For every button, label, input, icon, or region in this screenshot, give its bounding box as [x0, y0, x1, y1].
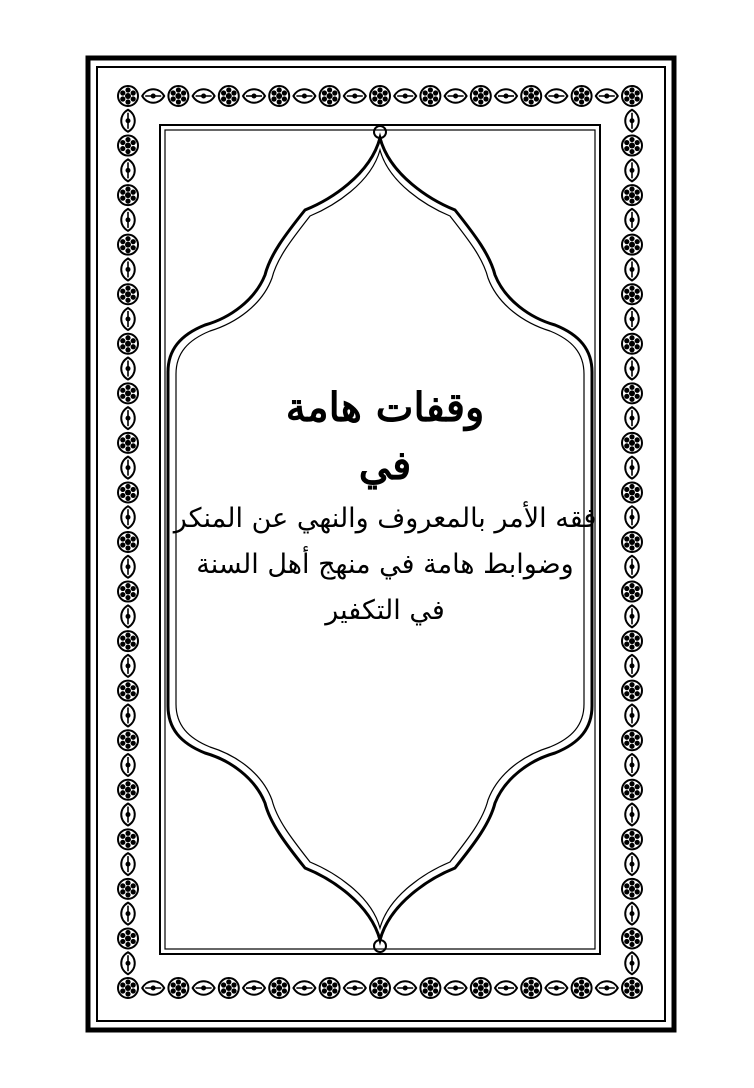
leaf-scroll-icon — [121, 605, 135, 627]
leaf-scroll-icon — [121, 358, 135, 380]
leaf-scroll-icon — [243, 981, 265, 995]
rosette-icon — [572, 86, 592, 106]
leaf-scroll-icon — [121, 159, 135, 181]
subtitle-line-2: وضوابط هامة في منهج أهل السنة — [196, 549, 574, 580]
rosette-icon — [118, 383, 138, 403]
title-connector: في — [358, 442, 412, 489]
rosette-icon — [622, 136, 642, 156]
rosette-icon — [420, 978, 440, 998]
subtitle-line-1: فقه الأمر بالمعروف والنهي عن المنكر — [173, 503, 597, 534]
rosette-icon — [269, 86, 289, 106]
leaf-scroll-icon — [625, 655, 639, 677]
rosette-icon — [118, 582, 138, 602]
leaf-scroll-icon — [121, 308, 135, 330]
leaf-scroll-icon — [625, 804, 639, 826]
leaf-scroll-icon — [121, 754, 135, 776]
rosette-icon — [118, 730, 138, 750]
leaf-scroll-icon — [445, 981, 467, 995]
rosette-icon — [622, 582, 642, 602]
rosette-icon — [118, 185, 138, 205]
rosette-icon — [622, 928, 642, 948]
leaf-scroll-icon — [121, 457, 135, 479]
leaf-scroll-icon — [625, 952, 639, 974]
leaf-scroll-icon — [596, 89, 618, 103]
leaf-scroll-icon — [445, 89, 467, 103]
cover-title-block — [170, 380, 600, 634]
rosette-icon — [168, 978, 188, 998]
leaf-scroll-icon — [625, 209, 639, 231]
rosette-icon — [622, 383, 642, 403]
rosette-icon — [622, 86, 642, 106]
leaf-scroll-icon — [625, 605, 639, 627]
leaf-scroll-icon — [142, 981, 164, 995]
leaf-scroll-icon — [545, 89, 567, 103]
leaf-scroll-icon — [625, 704, 639, 726]
rosette-icon — [622, 978, 642, 998]
subtitle-line-3: في التكفير — [325, 595, 445, 626]
leaf-scroll-icon — [625, 308, 639, 330]
leaf-scroll-icon — [625, 903, 639, 925]
rosette-icon — [118, 284, 138, 304]
rosette-icon — [622, 532, 642, 552]
rosette-icon — [118, 780, 138, 800]
leaf-scroll-icon — [121, 704, 135, 726]
rosette-icon — [622, 829, 642, 849]
rosette-icon — [118, 433, 138, 453]
leaf-scroll-icon — [625, 258, 639, 280]
leaf-scroll-icon — [121, 258, 135, 280]
rosette-icon — [118, 879, 138, 899]
leaf-scroll-icon — [121, 407, 135, 429]
rosette-icon — [118, 235, 138, 255]
rosette-icon — [471, 86, 491, 106]
rosette-icon — [118, 136, 138, 156]
rosette-icon — [118, 631, 138, 651]
leaf-scroll-icon — [495, 89, 517, 103]
rosette-icon — [370, 978, 390, 998]
rosette-icon — [420, 86, 440, 106]
leaf-scroll-icon — [625, 853, 639, 875]
rosette-icon — [471, 978, 491, 998]
leaf-scroll-icon — [293, 981, 315, 995]
rosette-icon — [622, 681, 642, 701]
leaf-scroll-icon — [121, 209, 135, 231]
leaf-scroll-icon — [625, 159, 639, 181]
rosette-icon — [118, 829, 138, 849]
rosette-icon — [118, 532, 138, 552]
rosette-icon — [622, 879, 642, 899]
rosette-icon — [219, 978, 239, 998]
leaf-scroll-icon — [142, 89, 164, 103]
leaf-scroll-icon — [625, 358, 639, 380]
leaf-scroll-icon — [596, 981, 618, 995]
leaf-scroll-icon — [625, 407, 639, 429]
rosette-icon — [622, 284, 642, 304]
leaf-scroll-icon — [625, 754, 639, 776]
leaf-scroll-icon — [121, 110, 135, 132]
rosette-icon — [219, 86, 239, 106]
leaf-scroll-icon — [625, 556, 639, 578]
leaf-scroll-icon — [495, 981, 517, 995]
leaf-scroll-icon — [121, 655, 135, 677]
rosette-icon — [118, 482, 138, 502]
rosette-icon — [320, 86, 340, 106]
rosette-icon — [572, 978, 592, 998]
leaf-scroll-icon — [121, 556, 135, 578]
book-title: وقفات هامة — [285, 384, 485, 431]
rosette-icon — [521, 978, 541, 998]
leaf-scroll-icon — [344, 89, 366, 103]
rosette-icon — [622, 185, 642, 205]
rosette-icon — [118, 334, 138, 354]
leaf-scroll-icon — [545, 981, 567, 995]
rosette-icon — [622, 235, 642, 255]
rosette-icon — [622, 780, 642, 800]
leaf-scroll-icon — [121, 903, 135, 925]
leaf-scroll-icon — [394, 981, 416, 995]
leaf-scroll-icon — [243, 89, 265, 103]
leaf-scroll-icon — [625, 506, 639, 528]
leaf-scroll-icon — [625, 110, 639, 132]
leaf-scroll-icon — [121, 952, 135, 974]
rosette-icon — [370, 86, 390, 106]
leaf-scroll-icon — [394, 89, 416, 103]
rosette-icon — [269, 978, 289, 998]
leaf-scroll-icon — [344, 981, 366, 995]
leaf-scroll-icon — [121, 804, 135, 826]
rosette-icon — [118, 86, 138, 106]
leaf-scroll-icon — [625, 457, 639, 479]
rosette-icon — [622, 433, 642, 453]
leaf-scroll-icon — [193, 981, 215, 995]
rosette-icon — [622, 334, 642, 354]
rosette-icon — [622, 631, 642, 651]
rosette-icon — [320, 978, 340, 998]
rosette-icon — [118, 978, 138, 998]
rosette-icon — [118, 928, 138, 948]
rosette-icon — [168, 86, 188, 106]
rosette-icon — [622, 482, 642, 502]
rosette-icon — [118, 681, 138, 701]
rosette-icon — [622, 730, 642, 750]
leaf-scroll-icon — [121, 853, 135, 875]
leaf-scroll-icon — [121, 506, 135, 528]
leaf-scroll-icon — [293, 89, 315, 103]
rosette-icon — [521, 86, 541, 106]
leaf-scroll-icon — [193, 89, 215, 103]
